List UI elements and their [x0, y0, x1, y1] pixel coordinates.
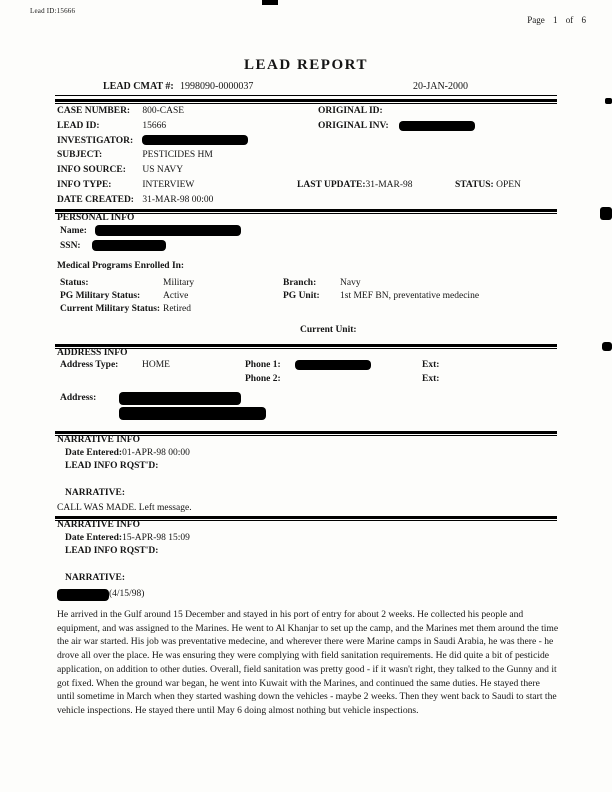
- scan-artifact: [605, 98, 612, 104]
- phone1-label: Phone 1:: [245, 360, 281, 370]
- original-id-label: ORIGINAL ID:: [318, 106, 383, 116]
- pg-unit-value: 1st MEF BN, preventative medecine: [340, 291, 480, 301]
- pg-military-status-label: PG Military Status:: [60, 291, 141, 301]
- medical-programs-label: Medical Programs Enrolled In:: [57, 261, 185, 271]
- last-update-value: 31-MAR-98: [365, 179, 413, 190]
- address-type-label: Address Type:: [60, 360, 119, 370]
- narrative2-title: NARRATIVE INFO: [57, 520, 140, 530]
- ssn-label: SSN:: [60, 241, 81, 251]
- branch-label: Branch:: [283, 278, 317, 288]
- address-type-value: HOME: [142, 360, 170, 370]
- subject-label: SUBJECT:: [57, 150, 103, 161]
- narrative-label: NARRATIVE:: [65, 488, 125, 498]
- lead-id-value: 15666: [142, 120, 167, 131]
- scan-artifact: [600, 207, 612, 220]
- info-source-label: INFO SOURCE:: [57, 165, 126, 176]
- redaction-bar: [119, 407, 266, 420]
- date-entered-value: 15-APR-98 15:09: [122, 533, 190, 543]
- current-military-status-label: Current Military Status:: [60, 304, 161, 314]
- report-title: LEAD REPORT: [244, 57, 368, 73]
- page-number: Page 1 of 6: [527, 15, 586, 25]
- subject-value: PESTICIDES HM: [142, 150, 213, 161]
- branch-value: Navy: [340, 278, 361, 288]
- name-label: Name:: [60, 226, 87, 236]
- pg-unit-label: PG Unit:: [283, 291, 320, 301]
- lead-info-rqstd-label: LEAD INFO RQST'D:: [65, 461, 159, 471]
- cmat-number: 1998090-0000037: [180, 81, 254, 92]
- status-value: Military: [163, 278, 195, 288]
- ext2-label: Ext:: [422, 374, 440, 384]
- narrative-section-2: [57, 520, 559, 718]
- current-military-status-value: Retired: [163, 304, 191, 314]
- redaction-bar: [399, 121, 475, 131]
- cmat-label: LEAD CMAT #:: [103, 81, 174, 92]
- cmat-date: 20-JAN-2000: [413, 81, 468, 92]
- case-number-value: 800-CASE: [142, 106, 185, 116]
- scan-artifact: [602, 342, 612, 351]
- last-update-label: LAST UPDATE:: [297, 179, 366, 190]
- original-inv-label: ORIGINAL INV:: [318, 120, 389, 131]
- address-label: Address:: [60, 393, 97, 403]
- narrative-section-1: [57, 435, 559, 515]
- address-info-section: [57, 348, 559, 422]
- lead-id-label: LEAD ID:: [57, 120, 100, 131]
- info-source-value: US NAVY: [142, 165, 184, 176]
- scan-artifact: [262, 0, 278, 5]
- redaction-bar: [95, 225, 241, 236]
- date-entered-value: 01-APR-98 00:00: [122, 448, 190, 458]
- info-type-label: INFO TYPE:: [57, 179, 112, 190]
- personal-info-section: [57, 213, 559, 337]
- ext1-label: Ext:: [422, 360, 440, 370]
- status-label: Status:: [60, 278, 89, 288]
- pg-military-status-value: Active: [163, 291, 189, 301]
- status-value: OPEN: [496, 179, 521, 190]
- address-info-title: ADDRESS INFO: [57, 348, 128, 358]
- redaction-bar: [92, 240, 166, 251]
- header-lead-id: Lead ID:15666: [30, 7, 76, 15]
- date-created-value: 31-MAR-98 00:00: [142, 194, 214, 205]
- info-type-value: INTERVIEW: [142, 179, 195, 190]
- phone2-label: Phone 2:: [245, 374, 281, 384]
- narrative1-title: NARRATIVE INFO: [57, 435, 140, 445]
- status-label: STATUS:: [455, 179, 494, 190]
- personal-info-title: PERSONAL INFO: [57, 213, 135, 223]
- redacted-note: (4/15/98): [109, 589, 145, 599]
- date-entered-label: Date Entered:: [65, 448, 123, 458]
- narrative2-text: He arrived in the Gulf around 15 December and stayed in his port of entry for about 2 weeks. He collected his people and equipment, and was assigned to the Marines. He went to Al Khanjar to set up the camp, and the Marines met them around the time the air war started. His job was preventative medecine, and wherever there were Marine camps in Saudi Arabia, he was there - he drove all over the place. He was ensuring they were complying with field sanitation requirements. He did quite a bit of pesticide application, on addition to other duties. Overall, field sanitation was pretty good - if it wasn't right, they talked to the Gunny and it got fixed. When the ground war began, he went into Kuwait with the Marines, and continued the same duties. He stayed there until sometime in March when they started washing down the vehicles - maybe 2 weeks. Then they went back to Saudi to start the vehicle inspections. He stayed there until May 6 doing almost nothing but vehicle inspections.: [57, 609, 559, 716]
- narrative1-text: CALL WAS MADE. Left message.: [57, 503, 192, 513]
- case-info-section: [57, 104, 559, 208]
- redaction-bar: [295, 360, 371, 370]
- redaction-bar: [142, 135, 248, 145]
- investigator-label: INVESTIGATOR:: [57, 135, 134, 146]
- date-entered-label: Date Entered:: [65, 533, 123, 543]
- case-number-label: CASE NUMBER:: [57, 106, 131, 116]
- current-unit-label: Current Unit:: [300, 325, 357, 335]
- date-created-label: DATE CREATED:: [57, 194, 134, 205]
- cmat-row: [55, 81, 557, 96]
- lead-info-rqstd-label: LEAD INFO RQST'D:: [65, 546, 159, 556]
- narrative-label: NARRATIVE:: [65, 573, 125, 583]
- redaction-bar: [57, 589, 109, 601]
- redaction-bar: [119, 392, 241, 405]
